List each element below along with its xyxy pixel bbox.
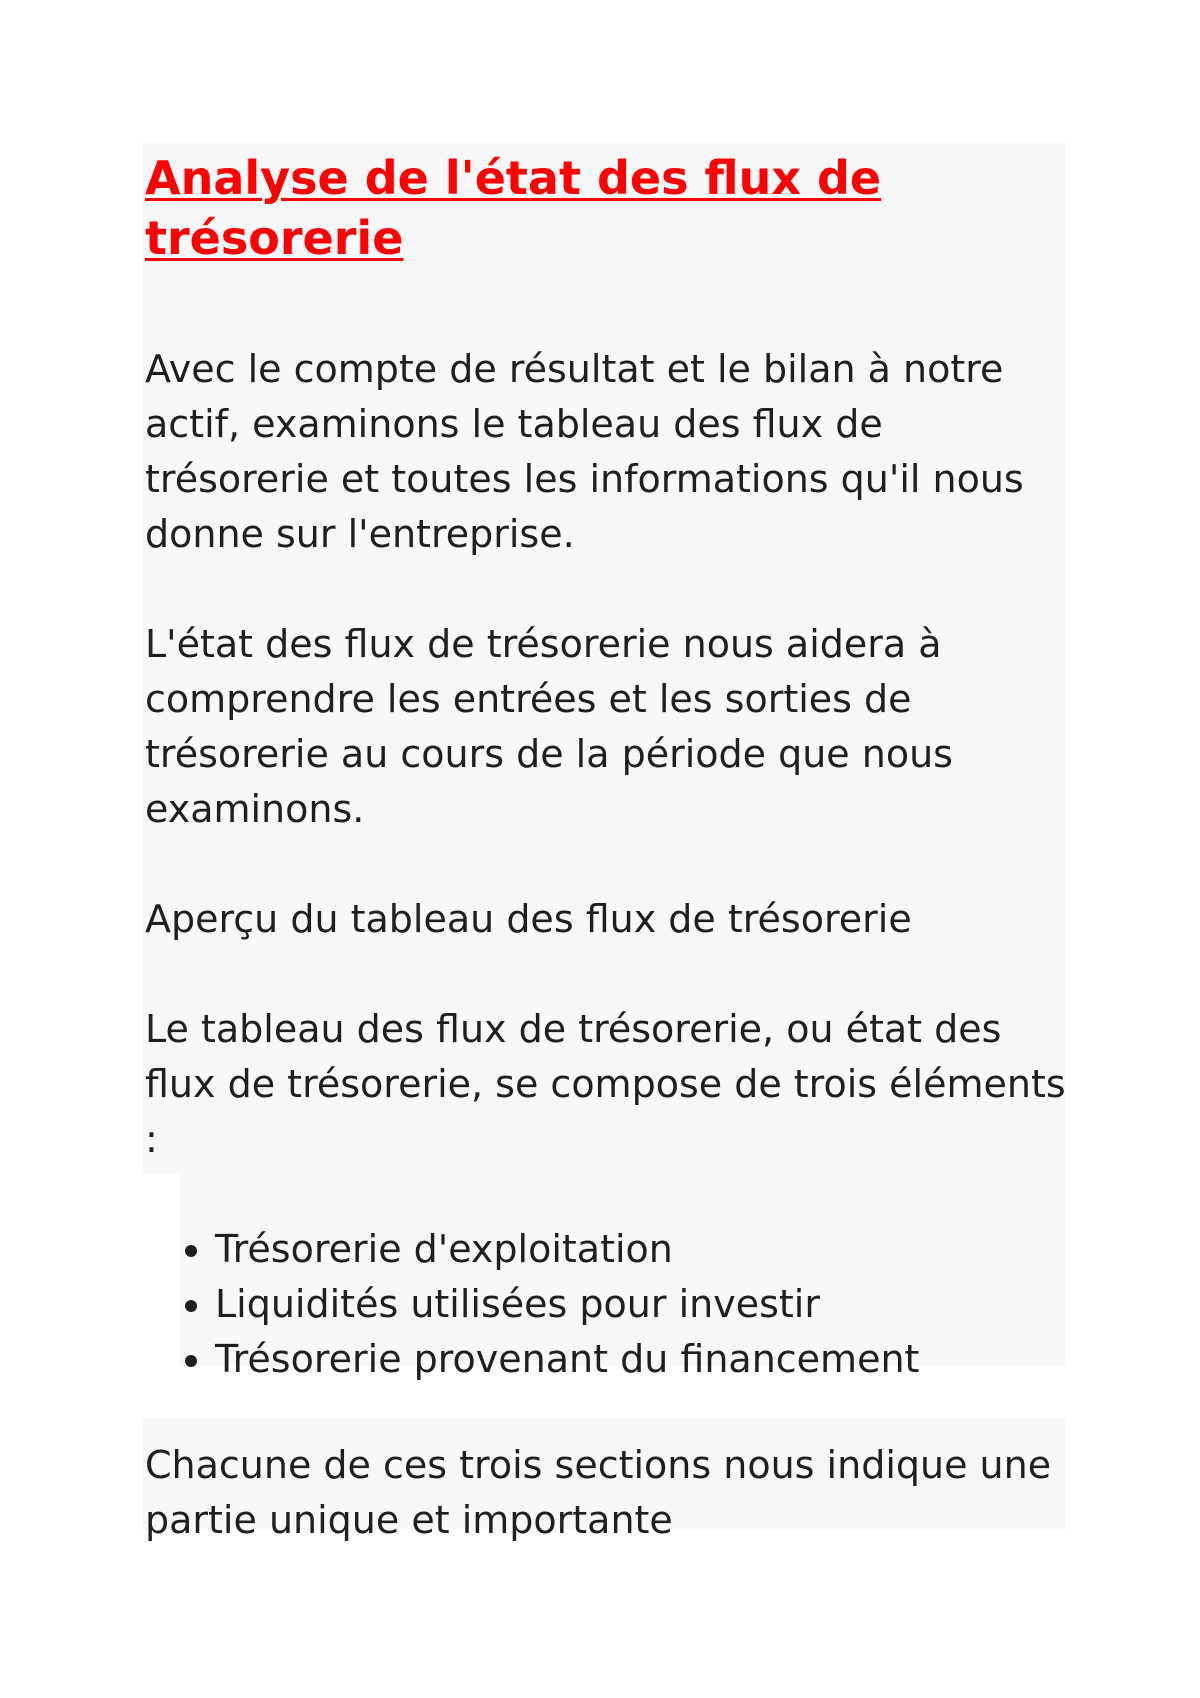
document-title: Analyse de l'état des flux de trésorerie xyxy=(145,151,882,265)
components-list xyxy=(145,1222,1070,1387)
list-item-investing-cash: • Liquidités utilisées pour investir xyxy=(215,1277,1070,1332)
closing-paragraph: Chacune de ces trois sections nous indique une partie unique et importante xyxy=(145,1443,1052,1542)
list-item-operating-cash: • Trésorerie d'exploitation xyxy=(215,1222,1070,1277)
list-item-financing-cash: • Trésorerie provenant du financement xyxy=(215,1332,1070,1387)
document-content xyxy=(145,148,1070,1548)
intro-paragraph: Avec le compte de résultat et le bilan à notre actif, examinons le tableau des flux de trésorerie et toutes les informations qu'il nous donne sur l'entreprise. xyxy=(145,347,1024,556)
components-paragraph: Le tableau des flux de trésorerie, ou état des flux de trésorerie, se compose de trois éléments : xyxy=(145,1007,1066,1161)
overview-heading: Aperçu du tableau des flux de trésorerie xyxy=(145,897,912,941)
cash-flow-purpose-paragraph: L'état des flux de trésorerie nous aidera à comprendre les entrées et les sorties de trésorerie au cours de la période que nous examinons. xyxy=(145,622,953,831)
